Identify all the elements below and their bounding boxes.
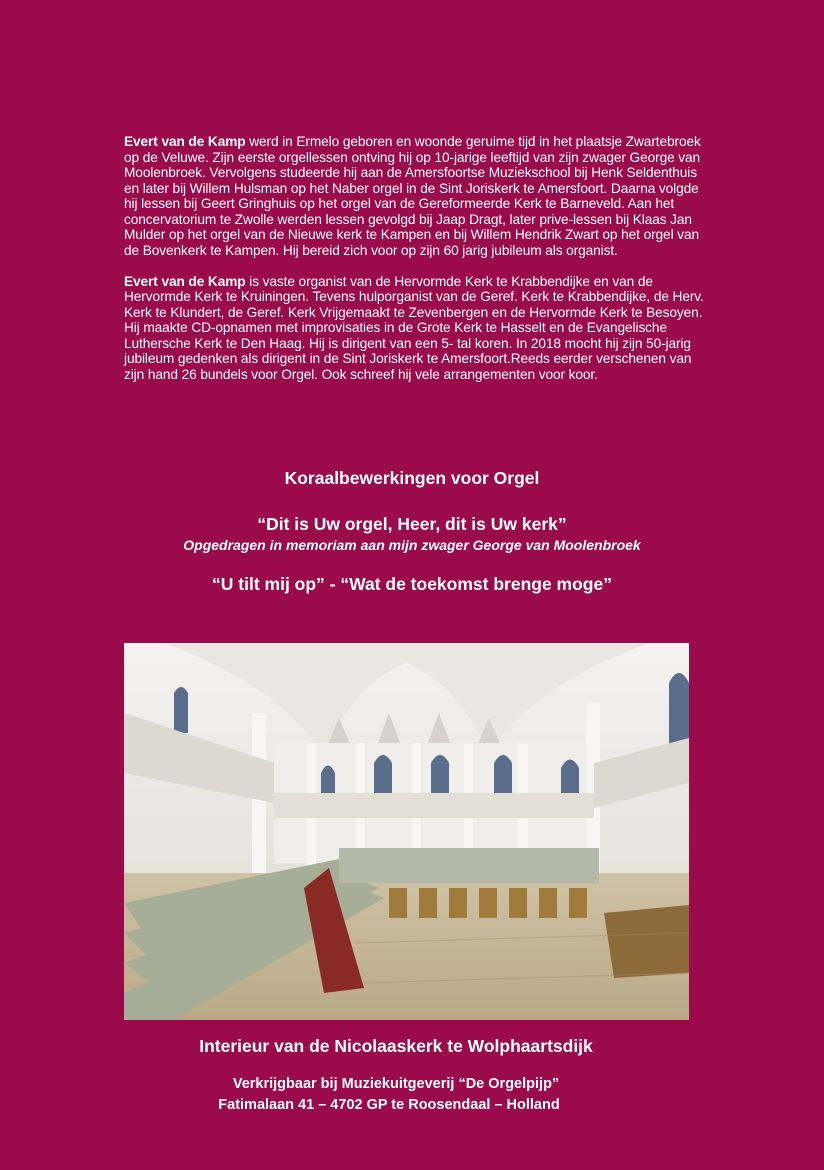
dedication: Opgedragen in memoriam aan mijn zwager George van Moolenbroek [183, 537, 641, 553]
publisher-line: Verkrijgbaar bij Muziekuitgeverij “De Orgelpijp” [232, 1076, 560, 1092]
address-line: Fatimalaan 41 – 4702 GP te Roosendaal – Holland [218, 1097, 560, 1113]
piece-title-1: “Dit is Uw orgel, Heer, dit is Uw kerk” [257, 514, 567, 534]
bio-name-2: Evert van de Kamp [124, 273, 246, 289]
bio-text-1: werd in Ermelo geboren en woonde geruime tijd in het plaatsje Zwartebroek op de Veluwe. Zijn eerste orgellessen ontving hij op 10-jarige leeftijd van zijn zwager George van Moolenbroek. Vervolgens studeerde hij aan de Amersfoortse Muziekschool bij Henk Seldenthuis en later bij Willem Hulsman op het Naber orgel in de Sint Joriskerk te Amersfoort. Daarna volgde hij lessen bij Geert Gringhuis op het orgel van de Gereformeerde Kerk te Barneveld. Aan het concervatorium te Zwolle werden lessen gevolgd bij Jaap Dragt, later prive-lessen bij Klaas Jan Mulder op het orgel van de Nieuwe kerk te Kampen en bij Willem Hendrik Zwart op het orgel van de Bovenkerk te Kampen. Hij bereid zich voor op zijn 60 jarig jubileum als organist. [124, 134, 701, 258]
piece-title-2: “U tilt mij op” - “Wat de toekomst brenge moge” [212, 574, 612, 594]
bio-paragraph-2 [124, 274, 714, 383]
bio-name-1: Evert van de Kamp [124, 134, 246, 149]
photo-caption: Interieur van de Nicolaaskerk te Wolphaartsdijk [199, 1036, 593, 1056]
bio-text-2: is vaste organist van de Hervormde Kerk te Krabbendijke en van de Hervormde Kerk te Kruiningen. Tevens hulporganist van de Geref. Kerk te Krabbendijke, de Herv. Kerk te Klundert, de Geref. Kerk Vrijgemaakt te Zevenbergen en de Hervormde Kerk te Besoyen. Hij maakte CD-opnamen met improvisaties in de Grote Kerk te Hasselt en de Evangelische Luthersche Kerk te Den Haag. Hij is dirigent van een 5- tal koren. In 2018 mocht hij zijn 50-jarig jubileum gedenken als dirigent in de Sint Joriskerk te Amersfoort.Reeds eerder verschenen van zijn hand 26 bundels voor Orgel. Ook schreef hij vele arrangementen voor koor. [124, 273, 704, 382]
church-interior-photo [124, 643, 689, 1020]
biography [124, 134, 714, 398]
bio-paragraph-1 [124, 134, 714, 258]
collection-title: Koraalbewerkingen voor Orgel [284, 468, 540, 488]
